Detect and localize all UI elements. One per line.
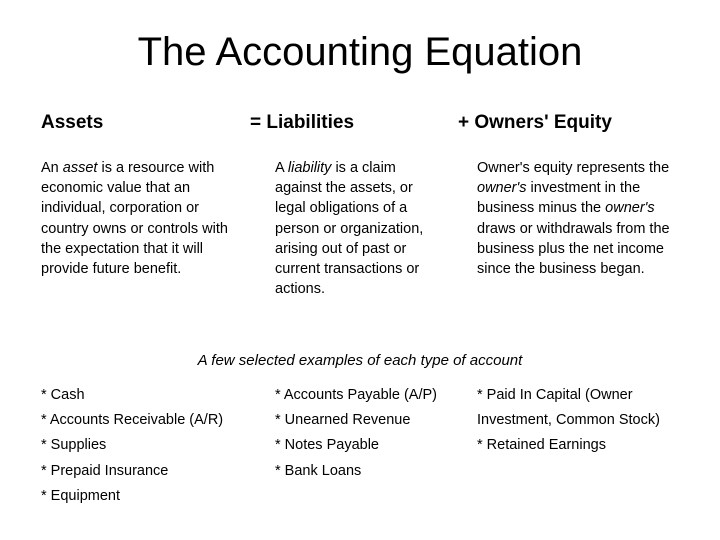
assets-heading: Assets (41, 112, 104, 133)
liabilities-description (275, 158, 445, 299)
liabilities-desc-post: is a claim against the assets, or legal obligations of a person or organization, arising out of past or current transactions or actions. (275, 160, 424, 298)
examples-title: A few selected examples of each type of account (197, 352, 523, 369)
equity-examples-list (477, 383, 660, 459)
assets-description (41, 158, 241, 279)
list-item: * Unearned Revenue (275, 412, 411, 429)
equity-desc-post: draws or withdrawals from the business plus the net income since the business began. (477, 220, 670, 278)
list-item: * Paid In Capital (Owner (477, 387, 633, 403)
equity-desc-term: owner's (477, 180, 527, 197)
list-item: * Accounts Receivable (A/R) (41, 412, 224, 429)
assets-desc-term: asset (62, 160, 98, 176)
assets-examples-list (41, 383, 223, 509)
equity-desc-mid: investment in the business minus the (477, 180, 641, 217)
list-item: * Accounts Payable (A/P) (275, 387, 437, 403)
equity-description (477, 158, 687, 279)
equity-desc-pre: Owner's equity represents the (477, 160, 670, 176)
assets-desc-pre: An (41, 160, 63, 176)
liabilities-desc-pre: A (275, 160, 288, 176)
list-item: * Prepaid Insurance (41, 462, 169, 479)
owners-equity-heading: + Owners' Equity (458, 112, 612, 133)
liabilities-desc-term: liability (287, 160, 332, 176)
list-item: * Retained Earnings (477, 437, 606, 454)
list-item: * Notes Payable (275, 437, 379, 454)
list-item: * Cash (41, 387, 85, 403)
list-item: Investment, Common Stock) (477, 412, 660, 429)
list-item: * Bank Loans (275, 462, 362, 479)
slide-title: The Accounting Equation (137, 30, 583, 74)
list-item: * Equipment (41, 487, 120, 504)
liabilities-heading: = Liabilities (250, 112, 355, 133)
liabilities-examples-list (275, 383, 437, 484)
assets-desc-post: is a resource with economic value that an individual, corporation or country owns or controls with the expectation that it will provide future benefit. (41, 160, 228, 278)
equity-desc-term2: owner's (605, 200, 655, 217)
list-item: * Supplies (41, 437, 107, 454)
